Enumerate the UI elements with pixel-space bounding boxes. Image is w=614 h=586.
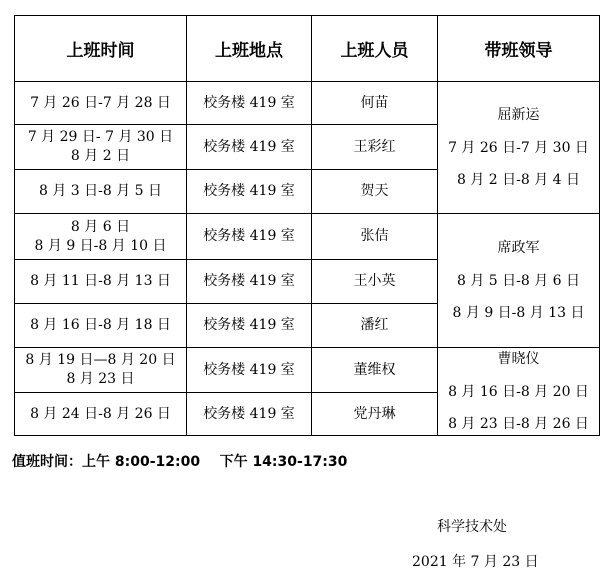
staff-cell: 党丹琳 <box>312 393 438 436</box>
staff-cell: 王小英 <box>312 260 438 304</box>
staff-cell: 何苗 <box>312 82 438 125</box>
header-staff: 上班人员 <box>312 16 438 82</box>
table-row <box>15 82 600 125</box>
time-cell <box>15 304 187 348</box>
leader-range: 8 月 16 日-8 月 20 日 <box>448 384 589 400</box>
table-row <box>15 214 600 260</box>
staff-cell: 张佶 <box>312 214 438 260</box>
time-line: 8 月 19 日—8 月 20 日 <box>25 352 176 368</box>
location-cell: 校务楼 419 室 <box>187 260 312 304</box>
leader-cell <box>438 348 600 436</box>
table-row <box>15 348 600 393</box>
leader-range: 8 月 23 日-8 月 26 日 <box>448 416 589 432</box>
duty-hours-note: 值班时间：上午 8:00-12:00 下午 14:30-17:30 <box>12 454 348 470</box>
location-cell: 校务楼 419 室 <box>187 304 312 348</box>
time-line: 7 月 29 日- 7 月 30 日 <box>27 129 174 145</box>
time-line: 8 月 11 日-8 月 13 日 <box>30 273 171 289</box>
time-cell <box>15 214 187 260</box>
issue-date: 2021 年 7 月 23 日 <box>412 554 539 570</box>
location-cell: 校务楼 419 室 <box>187 393 312 436</box>
time-cell <box>15 348 187 393</box>
time-cell <box>15 170 187 214</box>
issuing-department: 科学技术处 <box>437 519 507 535</box>
time-line: 8 月 3 日-8 月 5 日 <box>38 183 163 199</box>
leader-range: 7 月 26 日-7 月 30 日 <box>448 140 589 156</box>
time-cell <box>15 82 187 125</box>
leader-cell <box>438 82 600 214</box>
leader-range: 8 月 5 日-8 月 6 日 <box>456 273 581 289</box>
time-line: 8 月 23 日 <box>66 371 135 387</box>
header-location: 上班地点 <box>187 16 312 82</box>
location-cell: 校务楼 419 室 <box>187 214 312 260</box>
staff-cell: 贺天 <box>312 170 438 214</box>
time-line: 8 月 9 日-8 月 10 日 <box>34 237 167 254</box>
header-row <box>15 16 600 82</box>
time-line: 8 月 24 日-8 月 26 日 <box>30 405 171 422</box>
staff-cell: 董维权 <box>312 348 438 393</box>
leader-range: 8 月 2 日-8 月 4 日 <box>456 172 581 188</box>
header-leader: 带班领导 <box>438 16 600 82</box>
leader-name: 屈新运 <box>497 107 540 123</box>
time-cell <box>15 260 187 304</box>
duty-schedule-table <box>14 15 600 436</box>
time-line: 8 月 16 日-8 月 18 日 <box>30 317 171 333</box>
leader-name: 席政军 <box>497 240 540 256</box>
header-time: 上班时间 <box>15 16 187 82</box>
time-cell <box>15 125 187 170</box>
leader-cell <box>438 214 600 348</box>
time-line: 7 月 26 日-7 月 28 日 <box>30 94 171 111</box>
leader-name: 曹晓仪 <box>497 351 540 367</box>
location-cell: 校务楼 419 室 <box>187 348 312 393</box>
staff-cell: 潘红 <box>312 304 438 348</box>
time-line: 8 月 2 日 <box>70 148 131 164</box>
staff-cell: 王彩红 <box>312 125 438 170</box>
leader-range: 8 月 9 日-8 月 13 日 <box>452 305 585 321</box>
location-cell: 校务楼 419 室 <box>187 170 312 214</box>
time-cell <box>15 393 187 436</box>
time-line: 8 月 6 日 <box>70 218 131 235</box>
location-cell: 校务楼 419 室 <box>187 125 312 170</box>
location-cell: 校务楼 419 室 <box>187 82 312 125</box>
